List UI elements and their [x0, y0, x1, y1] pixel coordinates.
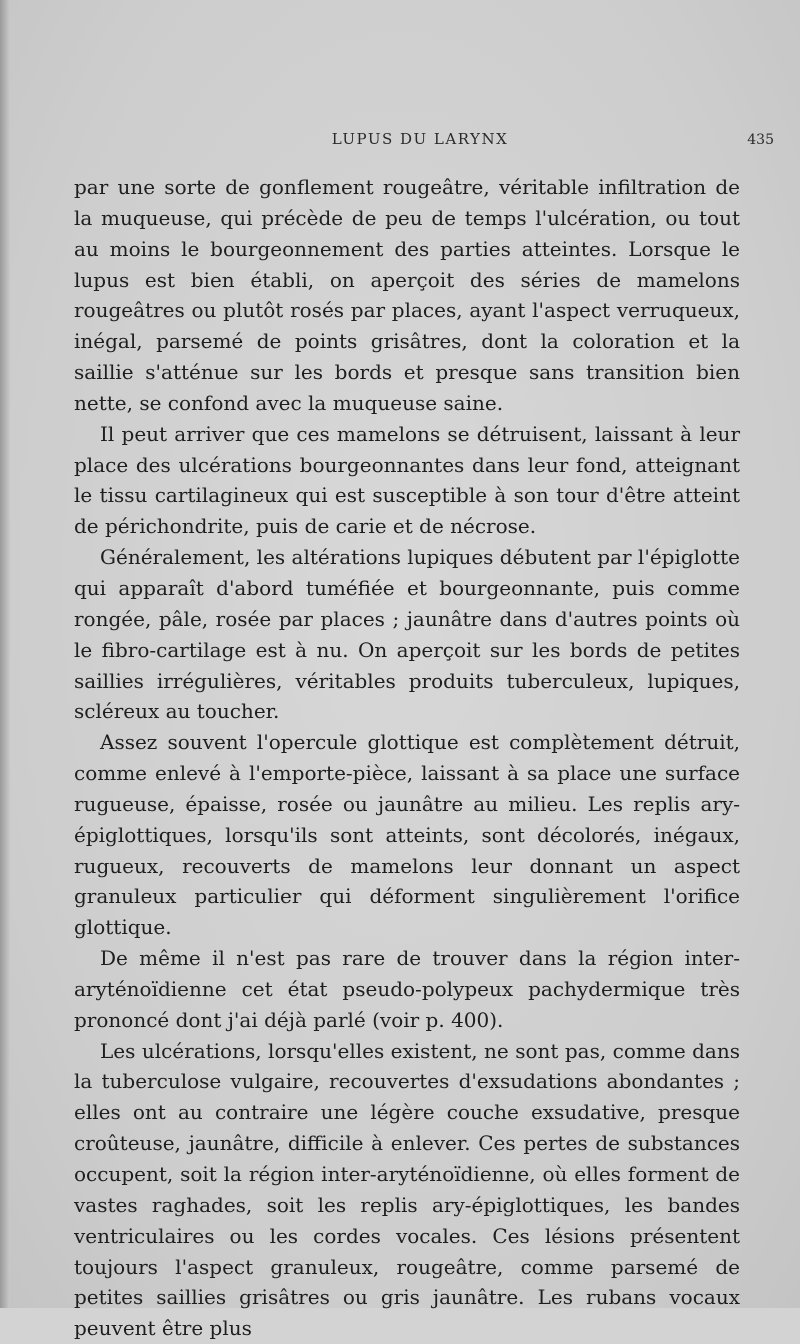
running-title: LUPUS DU LARYNX — [331, 130, 509, 148]
paragraph: par une sorte de gonflement rougeâtre, véritable infiltration de la muqueuse, qui précède de peu de temps l'ulcération, ou tout au moins le bourgeonnement des parties atteintes. Lorsque le lupus est bien établi, on aperçoit des séries de mamelons rougeâtres ou plutôt rosés par places, ayant l'aspect verruqueux, inégal, parsemé de points grisâtres, dont la coloration et la saillie s'atténue sur les bords et presque sans transition bien nette, se confond avec la muqueuse saine. — [74, 175, 740, 415]
paragraph: Assez souvent l'opercule glottique est complètement détruit, comme enlevé à l'emporte-pièce, laissant à sa place une surface rugueuse, épaisse, rosée ou jaunâtre au milieu. Les replis ary-épiglottiques, lorsqu'ils sont atteints, sont décolorés, inégaux, rugueux, recouverts de mamelons leur donnant un aspect granuleux particulier qui déforment singulièrement l'orifice glottique. — [74, 730, 740, 940]
page-number: 435 — [747, 132, 774, 148]
paragraph: Les ulcérations, lorsqu'elles existent, ne sont pas, comme dans la tuberculose vulgaire, recouvertes d'exsudations abondantes ; elles ont au contraire une légère couche exsudative, presque croûteuse, jaunâtre, difficile à enlever. Ces pertes de substances occupent, soit la région inter-aryténoïdienne, où elles forment de vastes raghades, soit les replis ary-épiglottiques, les bandes ventriculaires ou les cordes vocales. Ces lésions présentent toujours l'aspect granuleux, rougeâtre, comme parsemé de petites saillies grisâtres ou gris jaunâtre. Les rubans vocaux peuvent être plus — [74, 1038, 740, 1341]
body-text — [74, 172, 740, 1344]
paragraph: Généralement, les altérations lupiques débutent par l'épiglotte qui apparaît d'abord tuméfiée et bourgeonnante, puis comme rongée, pâle, rosée par places ; jaunâtre dans d'autres points où le fibro-cartilage est à nu. On aperçoit sur les bords de petites saillies irrégulières, véritables produits tuberculeux, lupiques, scléreux au toucher. — [74, 545, 740, 724]
page-header — [70, 130, 774, 160]
page-edge-shadow — [0, 0, 10, 1308]
paragraph: Il peut arriver que ces mamelons se détruisent, laissant à leur place des ulcérations bourgeonnantes dans leur fond, atteignant le tissu cartilagineux qui est susceptible à son tour d'être atteint de périchondrite, puis de carie et de nécrose. — [74, 421, 740, 539]
paragraph: De même il n'est pas rare de trouver dans la région inter-aryténoïdienne cet état pseudo-polypeux pachydermique très prononcé dont j'ai déjà parlé (voir p. 400). — [74, 946, 740, 1032]
